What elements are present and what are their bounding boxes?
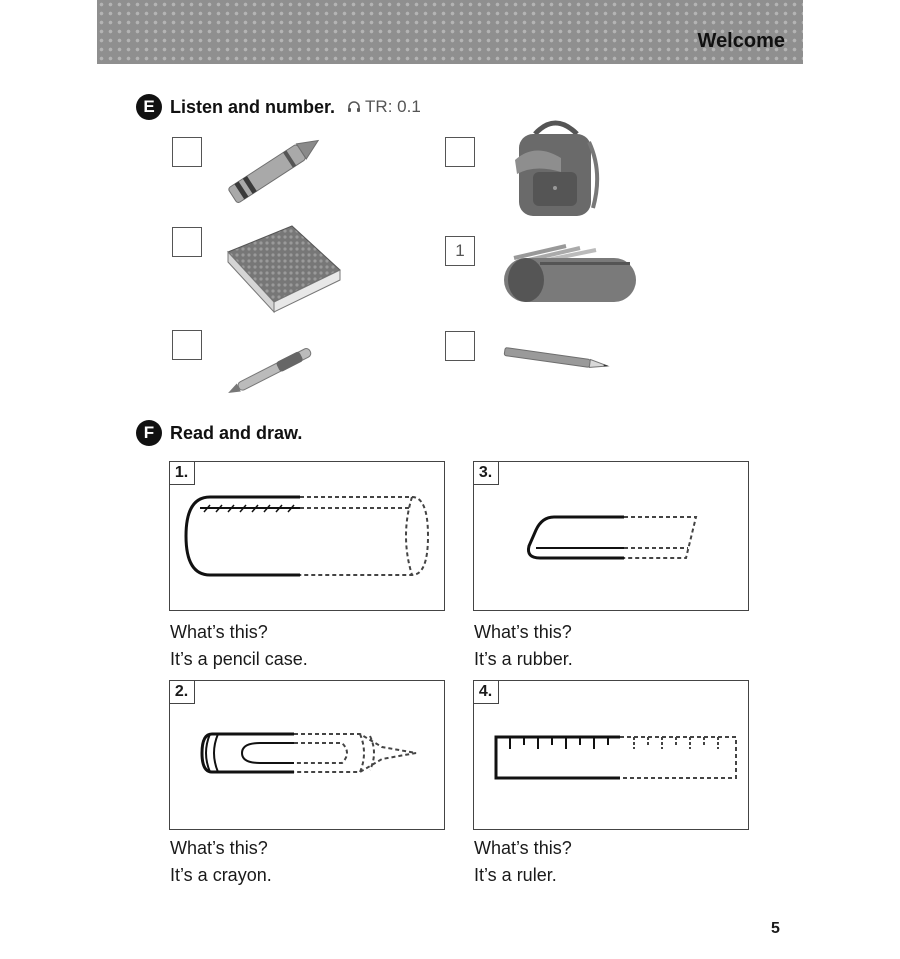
number-box-crayon[interactable] (172, 137, 202, 167)
track-number: TR: 0.1 (365, 97, 421, 116)
frame-number: 1. (169, 461, 195, 485)
section-f-title: Read and draw. (170, 422, 303, 443)
frame-number: 2. (169, 680, 195, 704)
header-banner (97, 0, 803, 64)
number-box-pencil-case[interactable]: 1 (445, 236, 475, 266)
page-number: 5 (771, 920, 780, 937)
pencil-case-tracing (170, 462, 446, 612)
question-text: What’s this? (170, 622, 268, 642)
answer-block-4 (474, 835, 572, 889)
section-title: Welcome (697, 30, 785, 52)
section-e-badge: E (136, 94, 162, 120)
question-text: What’s this? (474, 838, 572, 858)
frame-number: 3. (473, 461, 499, 485)
pen-image (222, 336, 330, 400)
frame-number: 4. (473, 680, 499, 704)
ruler-tracing (474, 681, 750, 831)
rubber-tracing (474, 462, 750, 612)
section-f-heading (136, 420, 302, 446)
drawing-frame-4[interactable] (473, 680, 749, 830)
pencil-case-image (500, 240, 640, 306)
answer-text: It’s a rubber. (474, 649, 573, 669)
book-image (222, 222, 344, 314)
drawing-frame-3[interactable] (473, 461, 749, 611)
question-text: What’s this? (170, 838, 268, 858)
headphones-icon (347, 100, 361, 114)
number-box-pen[interactable] (172, 330, 202, 360)
drawing-frame-1[interactable] (169, 461, 445, 611)
crayon-image (218, 132, 330, 204)
number-box-pencil[interactable] (445, 331, 475, 361)
section-e-title: Listen and number. (170, 96, 336, 117)
answer-text: It’s a crayon. (170, 865, 272, 885)
crayon-tracing (170, 681, 446, 831)
answer-block-1 (170, 619, 308, 673)
schoolbag-image (505, 112, 605, 220)
answer-block-3 (474, 619, 573, 673)
answer-text: It’s a pencil case. (170, 649, 308, 669)
track-label (347, 97, 421, 117)
question-text: What’s this? (474, 622, 572, 642)
number-box-schoolbag[interactable] (445, 137, 475, 167)
answer-block-2 (170, 835, 272, 889)
number-box-book[interactable] (172, 227, 202, 257)
pencil-image (500, 345, 616, 375)
section-e-heading (136, 94, 421, 120)
answer-text: It’s a ruler. (474, 865, 557, 885)
section-f-badge: F (136, 420, 162, 446)
drawing-frame-2[interactable] (169, 680, 445, 830)
